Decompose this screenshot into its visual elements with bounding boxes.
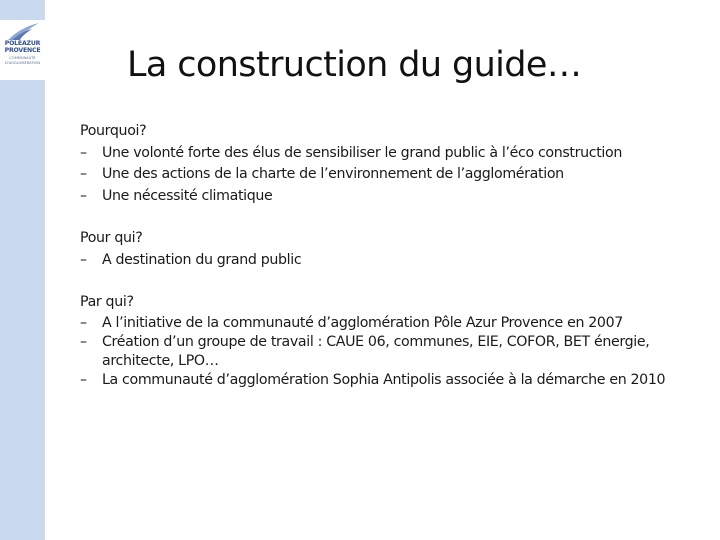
section-heading: Par qui? (80, 294, 134, 310)
logo-line-1: POLEAZUR (4, 40, 41, 47)
section-heading: Pourquoi? (80, 123, 147, 139)
slide-title: La construction du guide… (127, 45, 582, 85)
list-item: – La communauté d’agglomération Sophia Antipolis associée à la démarche en 2010 (80, 371, 680, 390)
logo-line-4: D'AGGLOMÉRATION (4, 61, 41, 65)
section-pourquoi (80, 121, 680, 207)
list-item: – Une nécessité climatique (80, 186, 680, 208)
logo-line-2: PROVENCE (4, 47, 41, 54)
section-heading: Pour qui? (80, 230, 143, 246)
list-item: – Une des actions de la charte de l’environnement de l’agglomération (80, 164, 680, 186)
list-item: – Une volonté forte des élus de sensibiliser le grand public à l’éco construction (80, 143, 680, 165)
logo-line-3: COMMUNAUTÉ (9, 56, 36, 60)
bullet-list (80, 143, 680, 208)
list-item: – A destination du grand public (80, 250, 680, 272)
slide-body (80, 121, 680, 411)
left-sidebar-band (0, 0, 45, 540)
list-item: – Création d’un groupe de travail : CAUE 06, communes, EIE, COFOR, BET énergie, architecte, LPO… (80, 333, 680, 371)
section-par-qui (80, 292, 680, 390)
bullet-list (80, 250, 680, 272)
bullet-list (80, 314, 680, 390)
bird-wing-icon (6, 22, 40, 42)
pole-azur-provence-logo (0, 20, 45, 80)
list-item: – A l’initiative de la communauté d’agglomération Pôle Azur Provence en 2007 (80, 314, 680, 333)
section-pour-qui (80, 228, 680, 271)
